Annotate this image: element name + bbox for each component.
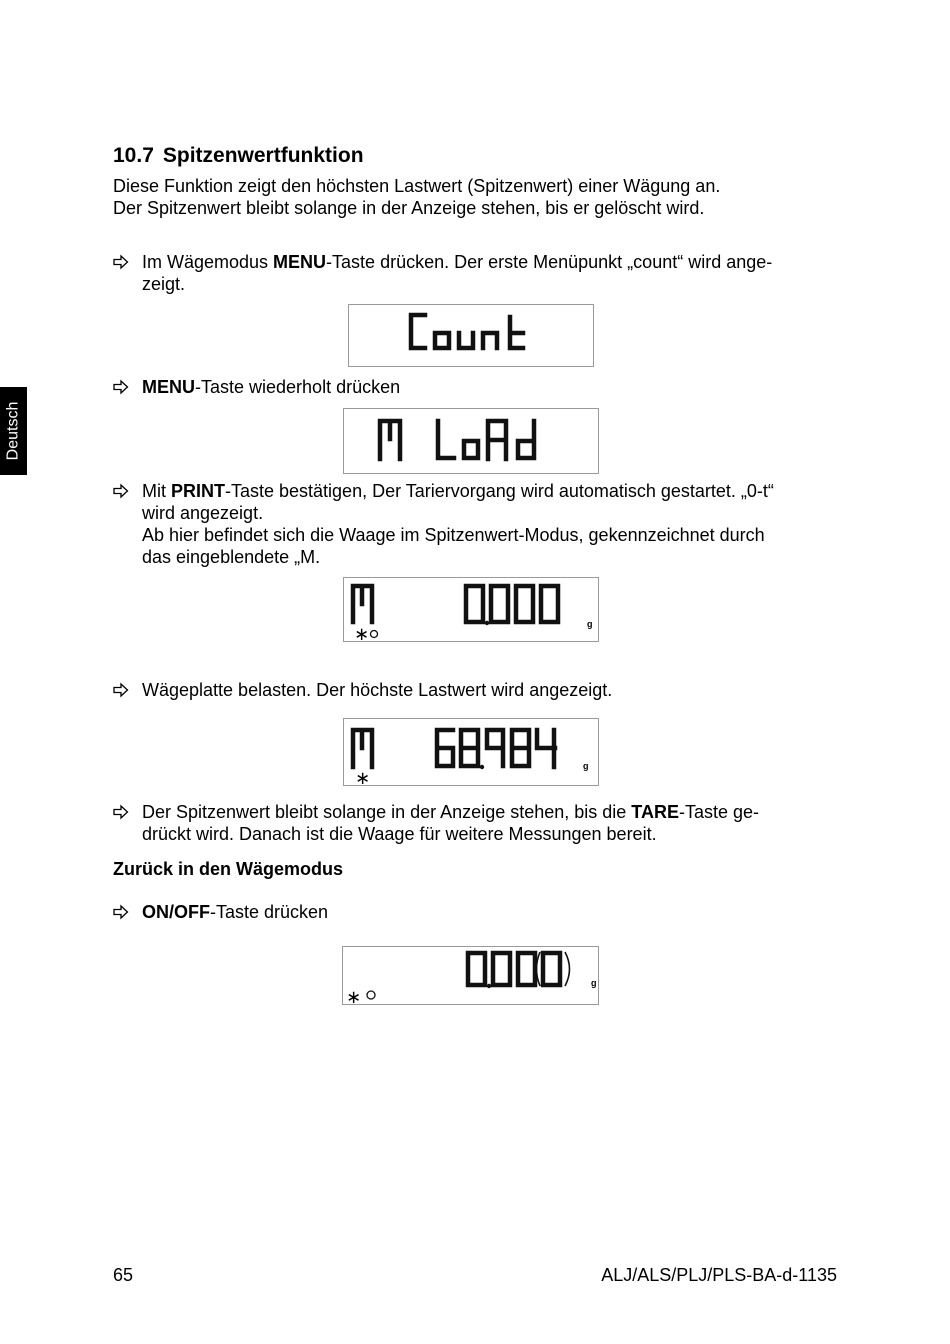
step-2 — [113, 376, 400, 398]
stable-asterisk-icon: ∗ — [346, 987, 362, 1004]
section-title: Spitzenwertfunktion — [162, 144, 364, 167]
step-line: das eingeblendete „M. — [142, 547, 321, 567]
document-code: ALJ/ALS/PLJ/PLS-BA-d-1135 — [601, 1265, 837, 1285]
intro-line: Diese Funktion zeigt den höchsten Lastwert (Spitzenwert) einer Wägung an. — [113, 176, 721, 196]
step-3 — [113, 480, 774, 568]
arrow-right-icon — [113, 801, 129, 823]
unit-label: g — [591, 978, 597, 988]
lcd-readout — [344, 719, 598, 785]
unit-label: g — [583, 761, 589, 771]
page-number: 65 — [113, 1265, 134, 1285]
arrow-right-icon — [113, 376, 129, 398]
zero-indicator-icon — [367, 991, 375, 999]
language-tab-label: Deutsch — [4, 401, 22, 461]
intro-line: Der Spitzenwert bleibt solange in der Anzeige stehen, bis er gelöscht wird. — [113, 198, 705, 218]
step-6 — [113, 901, 328, 923]
arrow-right-icon — [113, 901, 129, 923]
arrow-right-icon — [113, 679, 129, 701]
step-line: drückt wird. Danach ist die Waage für weitere Messungen bereit. — [142, 824, 657, 844]
lcd-display-m-zero — [343, 577, 599, 642]
step-line: Wägeplatte belasten. Der höchste Lastwert wird angezeigt. — [142, 680, 613, 700]
lcd-readout — [349, 305, 593, 366]
section-heading — [113, 144, 364, 168]
intro-paragraph — [113, 175, 720, 219]
step-4 — [113, 679, 612, 701]
arrow-right-icon — [113, 480, 129, 502]
step-line: ON/OFF-Taste drücken — [142, 902, 329, 922]
step-line: wird angezeigt. — [142, 503, 264, 523]
unit-label: g — [587, 619, 593, 629]
stable-asterisk-icon: ∗ — [354, 624, 370, 641]
section-number: 10.7 — [113, 144, 154, 167]
lcd-readout — [344, 409, 598, 473]
step-5 — [113, 801, 759, 845]
step-line: Der Spitzenwert bleibt solange in der Anzeige stehen, bis die TARE-Taste ge- — [142, 802, 760, 822]
step-1 — [113, 251, 772, 295]
zero-indicator-icon — [371, 631, 378, 638]
lcd-display-mload — [343, 408, 599, 474]
step-line: Im Wägemodus MENU-Taste drücken. Der erste Menüpunkt „count“ wird ange- — [142, 252, 773, 272]
lcd-readout — [343, 947, 598, 1004]
step-line: Ab hier befindet sich die Waage im Spitzenwert-Modus, gekennzeichnet durch — [142, 525, 765, 545]
language-tab — [0, 387, 27, 475]
lcd-display-zero — [342, 946, 599, 1005]
lcd-display-m-peak — [343, 718, 599, 786]
stable-asterisk-icon: ∗ — [355, 768, 371, 785]
step-line: zeigt. — [142, 274, 186, 294]
lcd-readout — [344, 578, 598, 641]
step-line: Mit PRINT-Taste bestätigen, Der Tariervorgang wird automatisch gestartet. „0-t“ — [142, 481, 774, 501]
subheading-return: Zurück in den Wägemodus — [113, 859, 344, 879]
arrow-right-icon — [113, 251, 129, 273]
step-line: MENU-Taste wiederholt drücken — [142, 377, 401, 397]
lcd-display-count — [348, 304, 594, 367]
